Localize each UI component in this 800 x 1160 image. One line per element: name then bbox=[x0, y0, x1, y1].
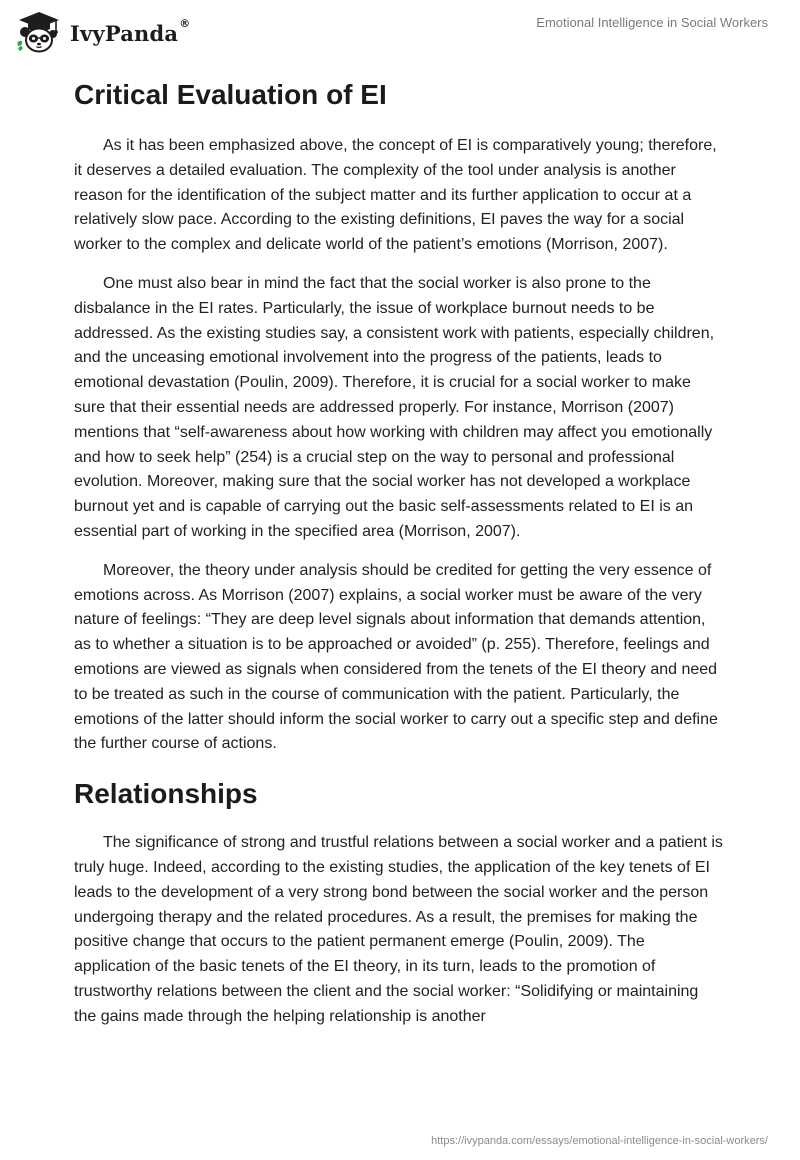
document-title: Emotional Intelligence in Social Workers bbox=[536, 15, 768, 30]
logo-wordmark bbox=[70, 16, 191, 46]
paragraph: The significance of strong and trustful relations between a social worker and a patient is truly huge. Indeed, according to the existing studies, the application of the key tenets of EI leads to the development of a very strong bond between the social worker and the person undergoing therapy and the related procedures. As a result, the premises for making the positive change that occurs to the patient permanent emerge (Poulin, 2009). The application of the basic tenets of the EI theory, in its turn, leads to the promotion of trustworthy relations between the client and the social worker: “Solidifying or maintaining the gains made through the helping relationship is another bbox=[74, 834, 723, 1025]
panda-graduate-icon bbox=[14, 10, 64, 54]
logo-registered-mark: ® bbox=[179, 16, 191, 30]
logo-name: IvyPanda bbox=[70, 20, 179, 46]
paragraph: Moreover, the theory under analysis should be credited for getting the very essence of emotions across. As Morrison (2007) explains, a social worker must be aware of the very nature of feelings: “They are deep level signals about information that demands attention, as to whether a situation is to be approached or avoided” (p. 255). Therefore, feelings and emotions are viewed as signals when considered from the tenets of the EI theory and need to be treated as such in the course of communication with the patient. Particularly, the emotions of the latter should inform the social worker to carry out a specific step and define the further course of actions. bbox=[74, 561, 718, 753]
paragraph: One must also bear in mind the fact that the social worker is also prone to the disbalance in the EI rates. Particularly, the issue of workplace burnout needs to be addressed. As the existing studies say, a consistent work with patients, especially children, and the unceasing emotional involvement into the progress of the patients, leads to emotional devastation (Poulin, 2009). Therefore, it is crucial for a social worker to make sure that their essential needs are addressed properly. For instance, Morrison (2007) mentions that “self-awareness about how working with children may affect you emotionally and how to seek help” (254) is a crucial step on the way to personal and professional evolution. Moreover, making sure that the social worker has not developed a workplace burnout yet and is capable of carrying out the basic self-assessments related to EI is an essential part of working in the specified area (Morrison, 2007). bbox=[74, 274, 715, 540]
ivypanda-logo[interactable] bbox=[14, 8, 190, 56]
source-url-link[interactable]: https://ivypanda.com/essays/emotional-intelligence-in-social-workers/ bbox=[431, 1135, 768, 1147]
section-heading-critical-evaluation: Critical Evaluation of EI bbox=[74, 79, 387, 110]
page-header bbox=[0, 0, 800, 64]
paragraph: As it has been emphasized above, the concept of EI is comparatively young; therefore, it deserves a detailed evaluation. The complexity of the tool under analysis is another reason for the identification of the subject matter and its further application to occur at a relatively slow pace. According to the existing definitions, EI paves the way for a social worker to the complex and delicate world of the patient’s emotions (Morrison, 2007). bbox=[74, 137, 717, 254]
section-heading-relationships: Relationships bbox=[74, 778, 258, 810]
essay-content bbox=[74, 68, 724, 1044]
